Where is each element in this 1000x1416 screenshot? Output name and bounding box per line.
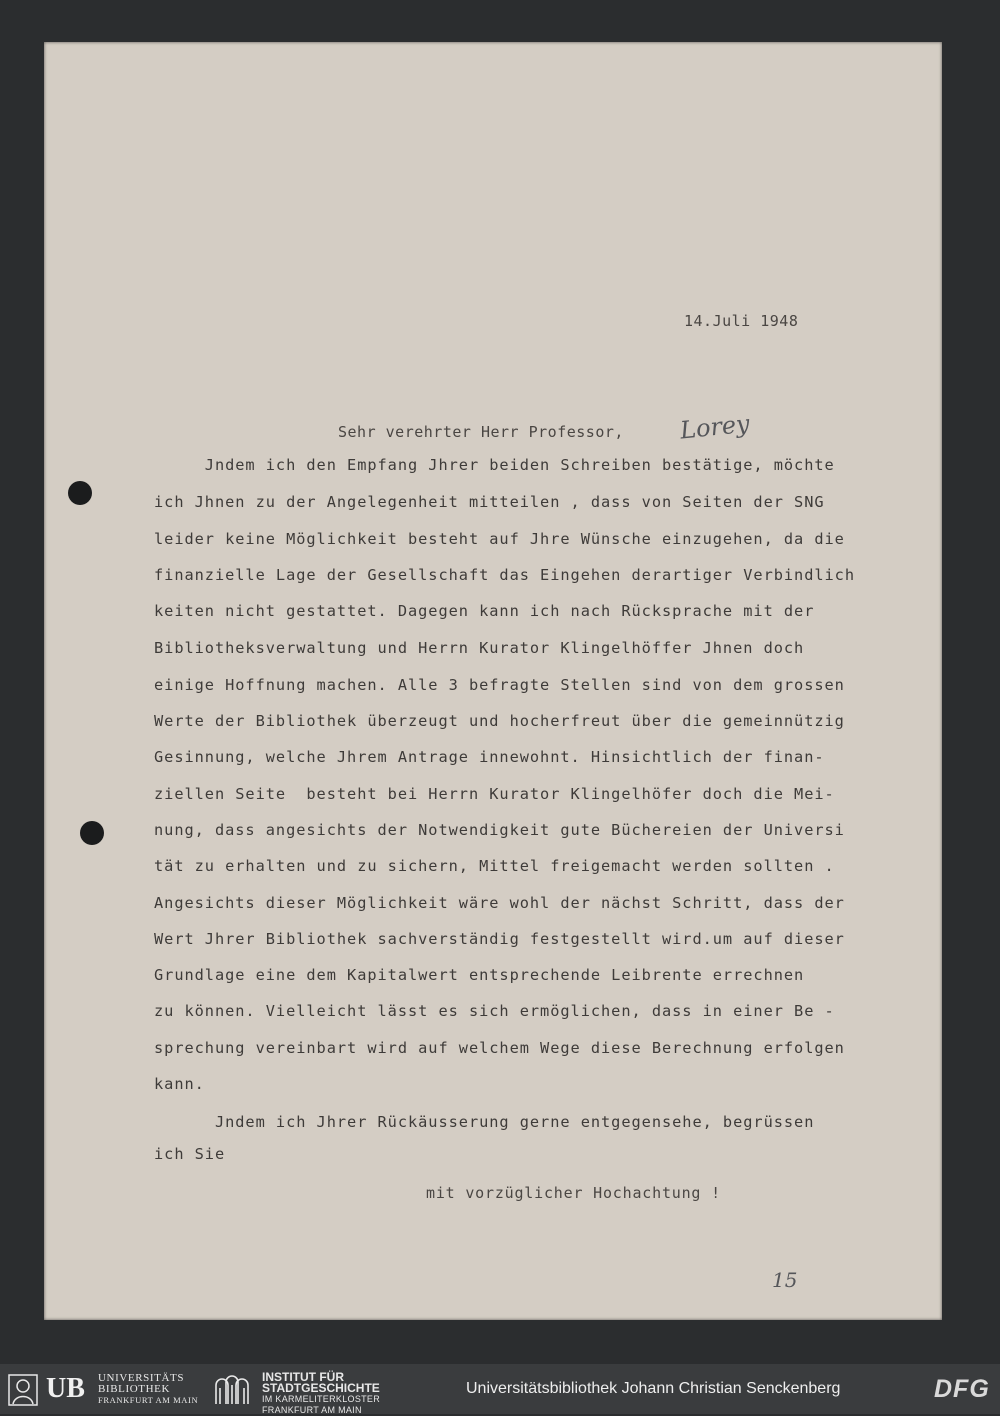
letter-salutation: Sehr verehrter Herr Professor, [338,423,624,441]
body-line: einige Hoffnung machen. Alle 3 befragte Stellen sind von dem grossen [154,676,845,694]
isg-line: FRANKFURT AM MAIN [262,1405,362,1415]
ub-line: BIBLIOTHEK [98,1383,170,1395]
ub-logo-text [98,1373,198,1406]
isg-line: IM KARMELITERKLOSTER [262,1394,381,1404]
body-line: ziellen Seite besteht bei Herrn Kurator Klingelhöfer doch die Mei- [154,785,835,803]
body-line: keiten nicht gestattet. Dagegen kann ich nach Rücksprache mit der [154,602,815,620]
dfg-logo: DFG [934,1375,990,1403]
footer-bar [0,1364,1000,1414]
body-line: Jndem ich den Empfang Jhrer beiden Schreiben bestätige, möchte [154,456,835,474]
isg-line: STADTGESCHICHTE [262,1381,380,1395]
body-line: Bibliotheksverwaltung und Herrn Kurator Klingelhöffer Jhnen doch [154,639,805,657]
letter-date: 14.Juli 1948 [684,312,799,330]
body-line: ich Sie [154,1145,226,1163]
ub-line: UNIVERSITÄTS [98,1372,185,1384]
body-line: Gesinnung, welche Jhrem Antrage innewohnt. Hinsichtlich der finan- [154,748,825,766]
ub-line: FRANKFURT AM MAIN [98,1395,199,1405]
body-line: Werte der Bibliothek überzeugt und hocherfreut über die gemeinnützig [154,712,845,730]
letter-closing: mit vorzüglicher Hochachtung ! [426,1184,721,1202]
body-line: Jndem ich Jhrer Rückäusserung gerne entgegensehe, begrüssen [154,1113,815,1131]
body-line: ich Jhnen zu der Angelegenheit mitteilen , dass von Seiten der SNG [154,493,825,511]
library-name: Universitätsbibliothek Johann Christian Senckenberg [466,1380,841,1397]
isg-logo-text [262,1372,380,1416]
body-line: Angesichts dieser Möglichkeit wäre wohl der nächst Schritt, dass der [154,894,845,912]
handwritten-name: Lorey [678,409,751,445]
ub-portrait-icon [8,1374,38,1406]
page-number: 15 [772,1268,798,1292]
body-line: zu können. Vielleicht lässt es sich ermöglichen, dass in einer Be - [154,1002,835,1020]
ub-logo-letters: UB [46,1373,85,1404]
punch-hole-top [68,481,92,505]
isg-line: INSTITUT FÜR [262,1370,344,1384]
body-line: Grundlage eine dem Kapitalwert entsprechende Leibrente errechnen [154,966,805,984]
body-line: Wert Jhrer Bibliothek sachverständig festgestellt wird.um auf dieser [154,930,845,948]
body-line: finanzielle Lage der Gesellschaft das Eingehen derartiger Verbindlich [154,566,856,584]
body-line: tät zu erhalten und zu sichern, Mittel freigemacht werden sollten . [154,857,835,875]
isg-arches-icon [213,1373,251,1405]
body-line: leider keine Möglichkeit besteht auf Jhre Wünsche einzugehen, da die [154,530,845,548]
body-line: nung, dass angesichts der Notwendigkeit gute Büchereien der Universi [154,821,845,839]
body-line: kann. [154,1075,205,1093]
punch-hole-bottom [80,821,104,845]
body-line: sprechung vereinbart wird auf welchem Wege diese Berechnung erfolgen [154,1039,845,1057]
